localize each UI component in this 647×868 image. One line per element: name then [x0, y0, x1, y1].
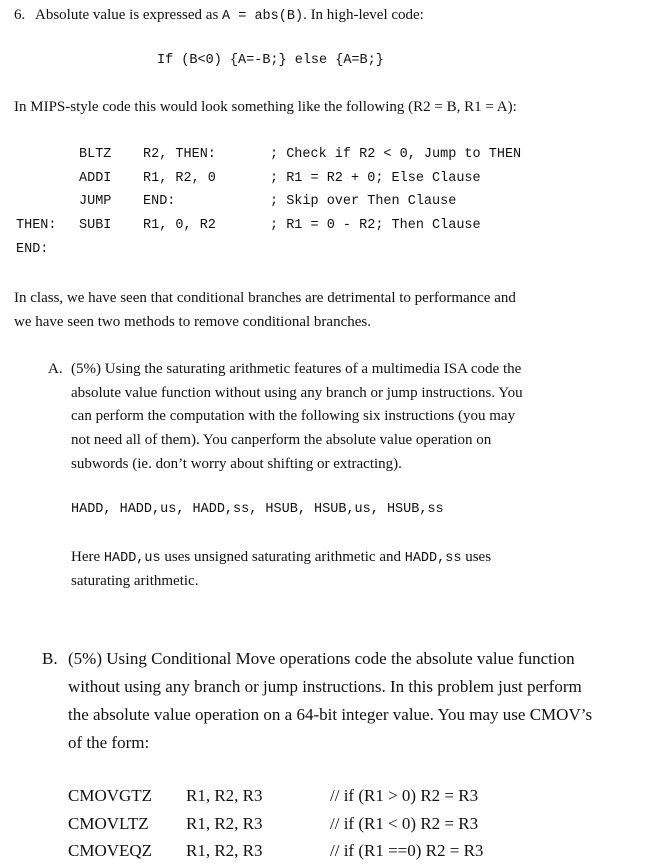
- intro-text-a: Absolute value is expressed as: [35, 7, 219, 23]
- asm-args: R1, 0, R2: [143, 218, 216, 233]
- part-b-line: (5%) Using Conditional Move operations code the absolute value function: [68, 649, 575, 668]
- cmov-op: CMOVGTZ: [68, 786, 153, 805]
- note-text: uses unsigned saturating arithmetic and: [164, 549, 401, 565]
- asm-args: R2, THEN:: [143, 147, 216, 162]
- class-paragraph-line2: we have seen two methods to remove conditional branches.: [14, 314, 371, 330]
- asm-op: BLTZ: [79, 147, 112, 162]
- asm-comment: ; Check if R2 < 0, Jump to THEN: [270, 147, 522, 162]
- note-code: HADD,ss: [404, 551, 462, 566]
- class-paragraph-line1: In class, we have seen that conditional branches are detrimental to performance and: [14, 290, 516, 306]
- high-level-code: If (B<0) {A=-B;} else {A=B;}: [157, 53, 384, 68]
- asm-comment: ; R1 = 0 - R2; Then Clause: [270, 218, 481, 233]
- part-a-line: absolute value function without using any branch or jump instructions. You: [71, 385, 523, 401]
- part-a-line: subwords (ie. don’t worry about shifting or extracting).: [71, 456, 402, 472]
- asm-label: END:: [16, 242, 49, 257]
- asm-args: END:: [143, 194, 176, 209]
- asm-label: THEN:: [16, 218, 57, 233]
- cmov-args: R1, R2, R3: [186, 786, 263, 805]
- intro-code: A = abs(B): [222, 9, 304, 24]
- asm-args: R1, R2, 0: [143, 171, 216, 186]
- cmov-comment: // if (R1 > 0) R2 = R3: [330, 786, 479, 805]
- mips-intro: In MIPS-style code this would look something like the following (R2 = B, R1 = A):: [14, 99, 517, 115]
- part-b-line: without using any branch or jump instructions. In this problem just perform: [68, 677, 582, 696]
- note-text: uses: [465, 549, 492, 565]
- question-number: 6.: [14, 7, 26, 23]
- asm-comment: ; R1 = R2 + 0; Else Clause: [270, 171, 481, 186]
- cmov-op: CMOVLTZ: [68, 814, 149, 833]
- part-a-line: (5%) Using the saturating arithmetic features of a multimedia ISA code the: [71, 361, 522, 377]
- part-a-note-line1: [71, 549, 491, 566]
- asm-op: ADDI: [79, 171, 112, 186]
- note-code: HADD,us: [103, 551, 161, 566]
- part-b-marker: B.: [42, 649, 58, 668]
- asm-op: SUBI: [79, 218, 112, 233]
- part-b-line: of the form:: [68, 733, 150, 752]
- cmov-args: R1, R2, R3: [186, 814, 263, 833]
- cmov-args: R1, R2, R3: [186, 841, 263, 860]
- intro-text-b: . In high-level code:: [303, 7, 424, 23]
- asm-comment: ; Skip over Then Clause: [270, 194, 457, 209]
- part-a-marker: A.: [48, 361, 63, 377]
- part-a-line: not need all of them). You canperform the absolute value operation on: [71, 432, 492, 448]
- cmov-comment: // if (R1 ==0) R2 = R3: [330, 841, 484, 860]
- part-a-note-line2: saturating arithmetic.: [71, 573, 199, 589]
- part-b-line: the absolute value operation on a 64-bit integer value. You may use CMOV’s: [68, 705, 593, 724]
- part-a-line: can perform the computation with the following six instructions (you may: [71, 408, 516, 424]
- cmov-comment: // if (R1 < 0) R2 = R3: [330, 814, 479, 833]
- question-header: [14, 7, 424, 24]
- cmov-op: CMOVEQZ: [68, 841, 153, 860]
- instruction-list: HADD, HADD,us, HADD,ss, HSUB, HSUB,us, HSUB,ss: [71, 502, 444, 517]
- note-text: Here: [71, 549, 101, 565]
- asm-op: JUMP: [79, 194, 112, 209]
